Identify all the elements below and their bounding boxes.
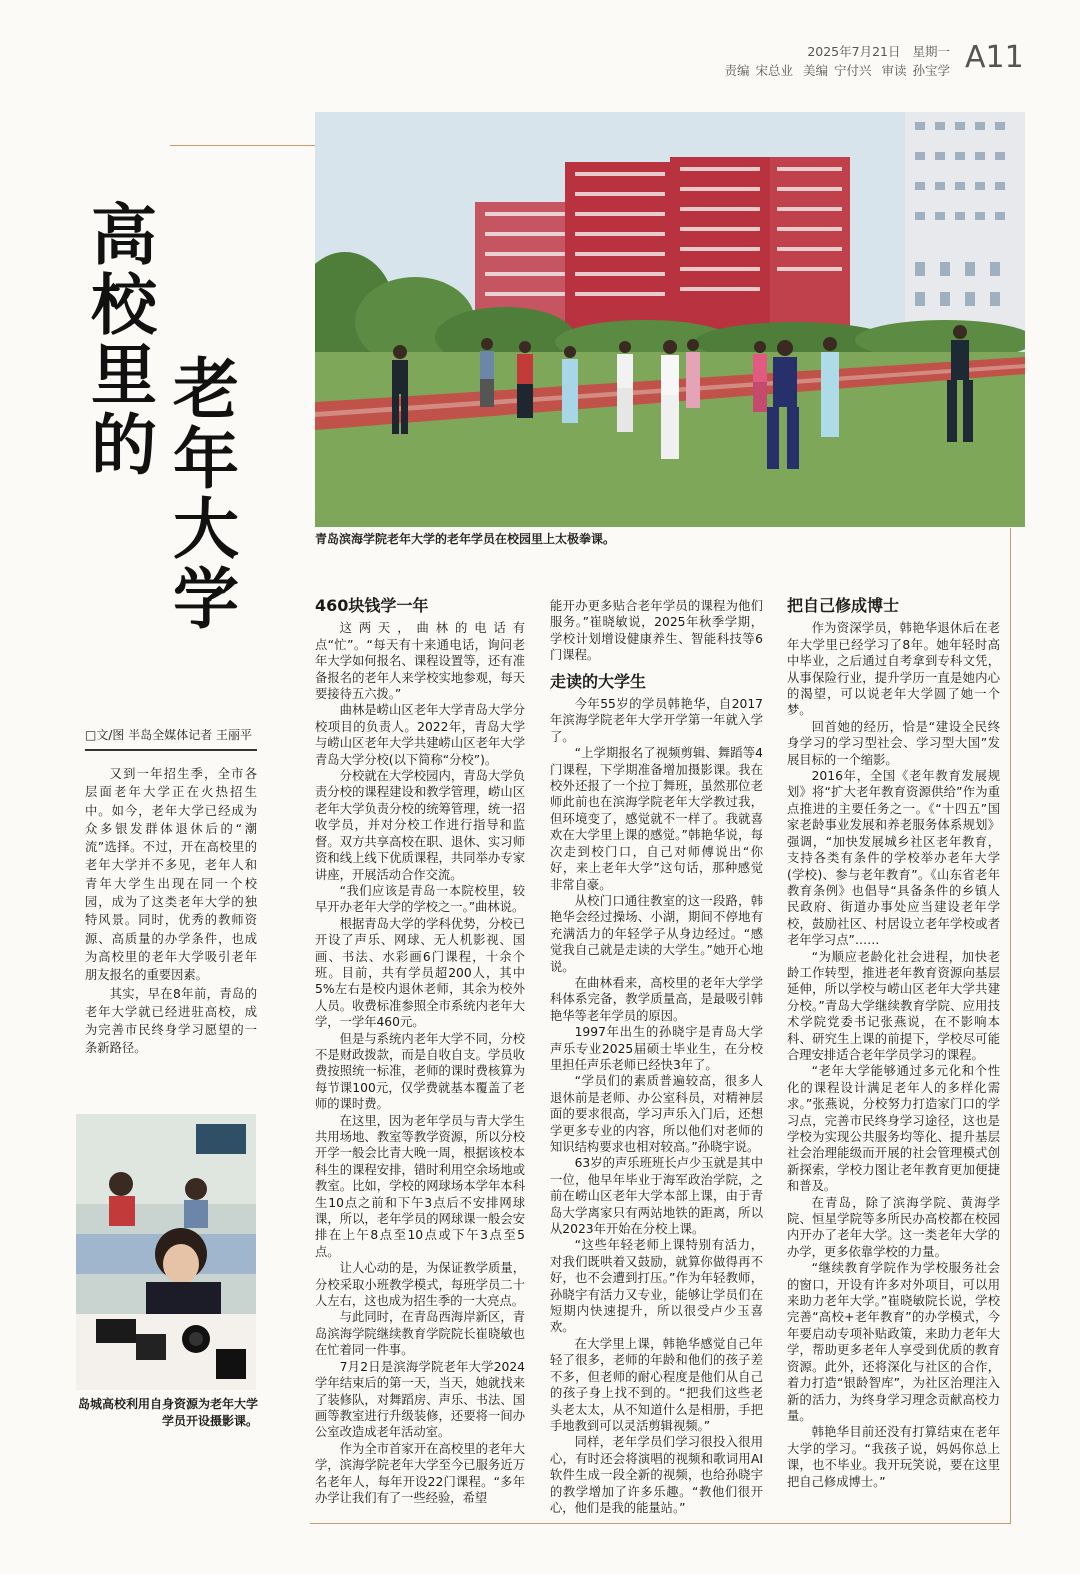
paragraph: 7月2日是滨海学院老年大学2024学年结束后的第一天，当天，她就找来了装修队，对舞蹈房、声乐、书法、国画等教室进行升级装修，还要将一间办公室改造成老年活动室。 [315, 1359, 525, 1440]
headline-part-1: 高校里的 [91, 196, 157, 484]
paragraph: 在这里，因为老年学员与青大学生共用场地、教室等教学资源，所以分校开学一般会比青大晚一周，根据该校本科生的课程安排，错时利用空余场地或教室。比如，学校的网球场本学年本科生10点之前和下午3点后不安排网球课，所以，老年学员的网球课一般会安排在上午8点至10点或下午3点至5点。 [315, 1113, 525, 1259]
paragraph: 作为资深学员，韩艳华退休后在老年大学里已经学习了8年。她年轻时高中毕业，之后通过自考拿到专科文凭，从事保险行业，提升学历一直是她内心的渴望，可以说老年大学圆了她一个梦。 [787, 621, 1000, 718]
byline: □文/图 半岛全媒体记者 王丽平 [85, 726, 257, 751]
frame-bottom-line [310, 1523, 1011, 1524]
paragraph: 从校门口通往教室的这一段路，韩艳华会经过操场、小湖，期间不停地有充满活力的年轻学子从身边经过。“感觉我自己就是走读的大学生。”她开心地说。 [550, 893, 763, 974]
paragraph: 在大学里上课，韩艳华感觉自己年轻了很多，老师的年龄和他们的孩子差不多，但老师的耐心程度是他们从自己的孩子身上找不到的。“把我们这些老头老太太，从不知道什么是相册，手把手地教到可以灵活剪辑视频。” [550, 1336, 763, 1433]
header-credits [700, 61, 950, 80]
paragraph: “学员们的素质普遍较高，很多人退休前是老师、办公室科员，对精神层面的要求很高，学习声乐入门后，还想学更多专业的内容，所以他们对老师的知识结构要求也相对较高。”孙晓宇说。 [550, 1074, 763, 1154]
section-heading-2: 走读的大学生 [550, 671, 647, 691]
editor-label: 责编 [724, 63, 750, 78]
paragraph: 在青岛，除了滨海学院、黄海学院、恒星学院等多所民办高校都在校园内开办了老年大学。这一类老年大学的办学，更多依靠学校的力量。 [787, 1195, 1000, 1259]
paragraph: “继续教育学院作为学校服务社会的窗口，开设有许多对外项目，可以用来助力老年大学。”崔晓敏院长说，学校完善“高校+老年教育”的办学模式，今年要启动专项补贴政策，来助力老年大学，帮助更多老年人享受到优质的教育资源。此外，还将深化与社区的合作，着力打造“银龄智库”，为社区治理注入新的活力，为终身学习理念贡献高校力量。 [787, 1261, 1000, 1423]
paragraph: “为顺应老龄化社会进程，加快老龄工作转型，推进老年教育资源向基层延伸，所以学校与崂山区老年大学共建分校。”青岛大学继续教育学院、应用技术学院党委书记张燕说，在不影响本科、研究生上课的前提下，学校尽可能合理安排适合老年学员学习的课程。 [787, 949, 1000, 1062]
taiji-photo-illustration [315, 112, 1025, 527]
small-photo-caption: 岛城高校利用自身资源为老年大学学员开设摄影课。 [78, 1397, 259, 1428]
designer-label: 美编 [802, 63, 828, 78]
frame-top-line [170, 145, 315, 146]
paragraph: “这些年轻老师上课特别有活力，对我们既哄着又鼓励，就算你做得再不好，也不会遭到打压。”作为年轻教师，孙晓宇有活力又专业，能够让学员们在短期内快速提升，所以很受卢少玉喜欢。 [550, 1238, 763, 1335]
section-heading-3: 把自己修成博士 [787, 596, 900, 615]
paragraph: 作为全市首家开在高校里的老年大学，滨海学院老年大学至今已服务近万名老年人，每年开设22门课程。“多年办学让我们有了一些经验，希望 [315, 1441, 525, 1505]
frame-right-line [1010, 528, 1011, 1523]
photography-photo-illustration [76, 1114, 256, 1390]
paragraph: “上学期报名了视频剪辑、舞蹈等4门课程，下学期准备增加摄影课。我在校外还报了一个拉丁舞班，虽然那位老师此前也在滨海学院老年大学教过我，但环境变了，感觉就不一样了。我就喜欢在大学里上课的感觉。”韩艳华说，每次走到校门口，自己对师傅说出“你好，来上老年大学”这句话，那种感觉非常自豪。 [550, 746, 763, 892]
paragraph: 同样，老年学员们学习很投入很用心，有时还会将演唱的视频和歌词用AI软件生成一段全新的视频，也给孙晓宇的教学增加了许多乐趣。“教他们很开心，他们是我的能量站。” [550, 1435, 763, 1515]
paragraph: 这两天，曲林的电话有点“忙”。“每天有十来通电话，询问老年大学如何报名、课程设置等，还有准备报名的老年人来学校实地参观，每天要接待五六拨。” [315, 621, 525, 702]
paragraph: 今年55岁的学员韩艳华，自2017年滨海学院老年大学开学第一年就入学了。 [550, 697, 763, 744]
paragraph: “老年大学能够通过多元化和个性化的课程设计满足老年人的多样化需求。”张燕说，分校努力打造家门口的学习点，完善市民终身学习途径，这也是学校为实现公共服务均等化、提升基层社会治理能级而开展的社会管理模式创新探索，学校力图让老年教育更加便捷和普及。 [787, 1064, 1000, 1194]
header-date-line [700, 42, 950, 61]
header-date: 2025年7月21日 [807, 44, 901, 59]
proof-label: 审读 [881, 63, 907, 78]
editor-name: 宋总业 [755, 63, 793, 78]
proof-name: 孙宝学 [912, 63, 950, 78]
article-column-2 [550, 598, 763, 1516]
header-weekday: 星期一 [912, 44, 950, 59]
paragraph: 与此同时，在青岛西海岸新区，青岛滨海学院继续教育学院院长崔晓敏也在忙着同一件事。 [315, 1310, 525, 1358]
paragraph: 根据青岛大学的学科优势，分校已开设了声乐、网球、无人机影视、国画、书法、水彩画6门课程，十余个班。目前，共有学员超200人，其中5%左右是校内退休老师，其余为校外人员。收费标准参照全市系统内老年大学，一学年460元。 [315, 916, 525, 1030]
section-heading-1: 460块钱学一年 [315, 596, 429, 615]
taiji-class-photo [315, 112, 1025, 527]
article-column-3 [787, 598, 1000, 1490]
paragraph: “我们应该是青岛一本院校里，较早开办老年大学的学校之一。”曲林说。 [315, 883, 525, 915]
paragraph: 63岁的声乐班班长卢少玉就是其中一位，他早年毕业于海军政治学院，之前在崂山区老年大学本部上课，由于青岛大学离家只有两站地铁的距离，所以从2023年开始在分校上课。 [550, 1156, 763, 1237]
intro-paragraphs [85, 765, 257, 1058]
page-number: A11 [965, 40, 1024, 75]
page-header [700, 42, 950, 80]
paragraph: 2016年，全国《老年教育发展规划》将“扩大老年教育资源供给”作为重点推进的主要任务之一。《“十四五”国家老龄事业发展和养老服务体系规划》强调，“加快发展城乡社区老年教育，支持各类有条件的学校举办老年大学(学校)、参与老年教育”。《山东省老年教育条例》也倡导“具备条件的乡镇人民政府、街道办事处应当建设老年学校，鼓励社区、村居设立老年学校或者老年学习点”…… [787, 769, 1000, 948]
headline-part-2: 老年大学 [173, 350, 239, 638]
paragraph: 曲林是崂山区老年大学青岛大学分校项目的负责人。2022年，青岛大学与崂山区老年大学共建崂山区老年大学青岛大学分校(以下简称“分校”)。 [315, 703, 525, 767]
paragraph: 让人心动的是，为保证教学质量，分校采取小班教学模式，每班学员二十人左右，这也成为招生季的一大亮点。 [315, 1261, 525, 1309]
paragraph: 但是与系统内老年大学不同，分校不是财政拨款，而是自收自支。学员收费按照统一标准，老师的课时费核算为每节课100元，仅学费就基本覆盖了老师的课时费。 [315, 1031, 525, 1112]
paragraph: 回首她的经历，恰是“建设全民终身学习的学习型社会、学习型大国”发展目标的一个缩影。 [787, 719, 1000, 767]
paragraph: 分校就在大学校园内，青岛大学负责分校的课程建设和教学管理，崂山区老年大学负责分校的统筹管理，统一招收学员，并对分校工作进行指导和监督。双方共享高校在职、退休、实习师资和线上线下优质课程，共同举办专家讲座，开展活动合作交流。 [315, 769, 525, 882]
intro-paragraph: 其实，早在8年前，青岛的老年大学就已经进驻高校，成为完善市民终身学习愿望的一条新路径。 [85, 986, 257, 1056]
paragraph: 能开办更多贴合老年学员的课程为他们服务。”崔晓敏说，2025年秋季学期，学校计划增设健康养生、智能科技等6门课程。 [550, 599, 763, 663]
designer-name: 宁付兴 [833, 63, 872, 78]
paragraph: 在曲林看来，高校里的老年大学学科体系完备，教学质量高，是最吸引韩艳华等老年学员的原因。 [550, 975, 763, 1023]
photography-class-photo [76, 1114, 256, 1390]
paragraph: 韩艳华目前还没有打算结束在老年大学的学习。“我孩子说，妈妈你总上课，也不毕业。我开玩笑说，要在这里把自己修成博士。” [787, 1425, 1000, 1489]
main-photo-caption: 青岛滨海学院老年大学的老年学员在校园里上太极拳课。 [315, 532, 616, 546]
intro-paragraph: 又到一年招生季，全市各层面老年大学正在火热招生中。如今，老年大学已经成为众多银发群体退休后的“潮流”选择。不过，开在高校里的老年大学并不多见，老年人和青年大学生出现在同一个校园，成为了这类老年大学的独特风景。同时，优秀的教师资源、高质量的办学条件，也成为高校里的老年大学吸引老年朋友报名的重要因素。 [85, 767, 257, 983]
paragraph: 1997年出生的孙晓宇是青岛大学声乐专业2025届硕士毕业生，在分校里担任声乐老师已经快3年了。 [550, 1025, 763, 1072]
article-column-1 [315, 598, 525, 1506]
